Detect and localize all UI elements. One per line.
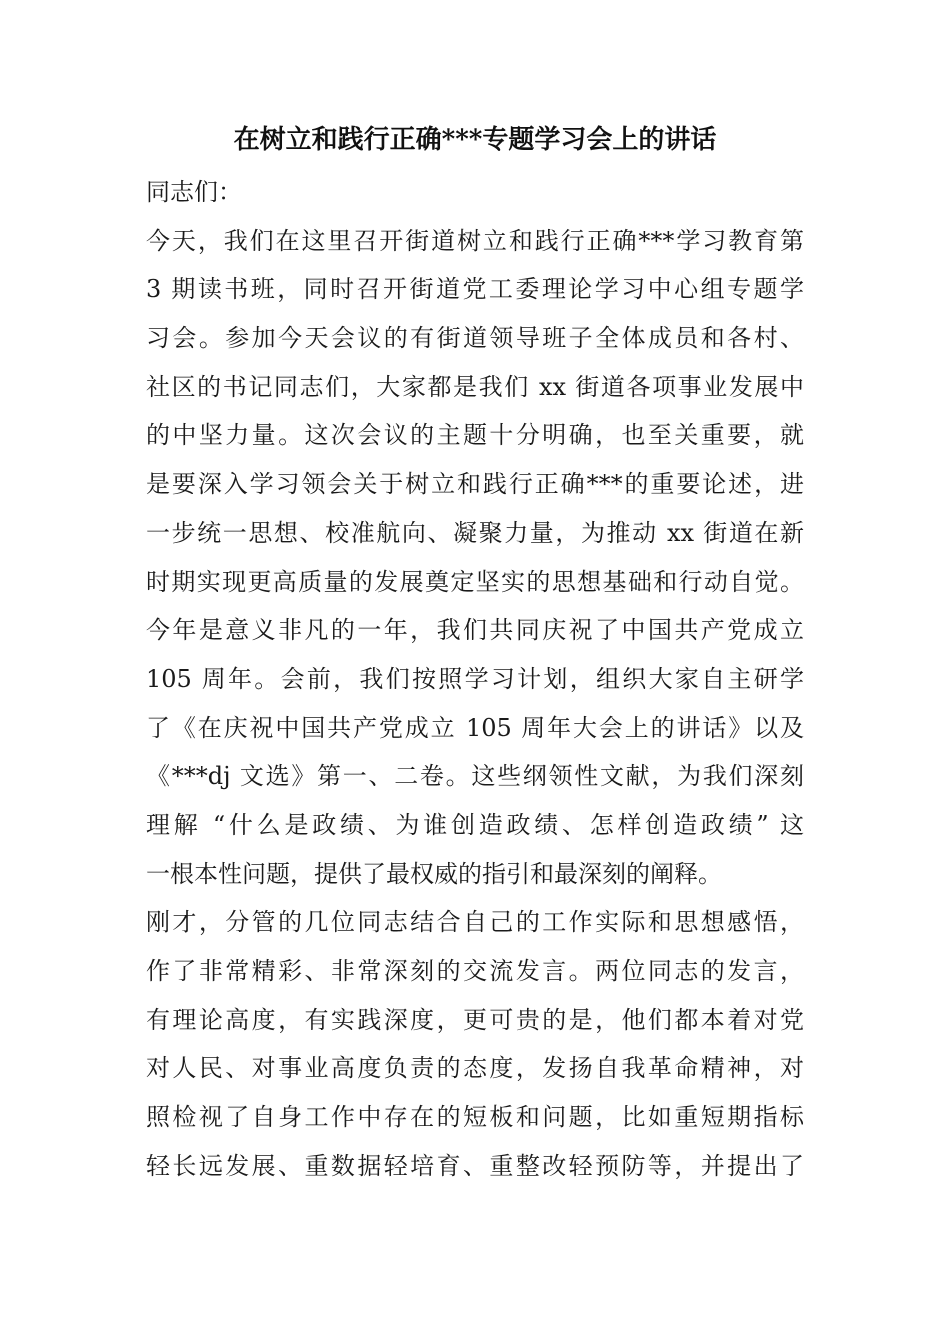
body-text-line: 105 周年。会前，我们按照学习计划，组织大家自主研学 — [146, 664, 804, 693]
body-text-line: 有理论高度，有实践深度，更可贵的是，他们都本着对党 — [146, 1005, 804, 1034]
body-text-line: 习会。参加今天会议的有街道领导班子全体成员和各村、 — [146, 324, 804, 353]
body-text-line: 刚才，分管的几位同志结合自己的工作实际和思想感悟， — [146, 908, 804, 937]
body-text-line: 照检视了自身工作中存在的短板和问题，比如重短期指标 — [146, 1103, 804, 1132]
body-text-line: 是要深入学习领会关于树立和践行正确***的重要论述，进 — [146, 470, 804, 499]
body-text-line: 理解 “什么是政绩、为谁创造政绩、怎样创造政绩” 这 — [146, 810, 804, 839]
document-body — [146, 168, 804, 1190]
body-text-line: 今天，我们在这里召开街道树立和践行正确***学习教育第 — [146, 226, 804, 255]
body-text-line: 一根本性问题，提供了最权威的指引和最深刻的阐释。 — [146, 859, 722, 888]
body-text-line: 轻长远发展、重数据轻培育、重整改轻预防等，并提出了 — [146, 1151, 804, 1180]
body-text-line: 时期实现更高质量的发展奠定坚实的思想基础和行动自觉。 — [146, 567, 804, 596]
body-text-line: 今年是意义非凡的一年，我们共同庆祝了中国共产党成立 — [146, 616, 804, 645]
body-text-line: 3 期读书班，同时召开街道党工委理论学习中心组专题学 — [146, 275, 804, 304]
body-text-line: 《***dj 文选》第一、二卷。这些纲领性文献，为我们深刻 — [146, 762, 804, 791]
body-text-line: 对人民、对事业高度负责的态度，发扬自我革命精神，对 — [146, 1054, 804, 1083]
body-text-line: 社区的书记同志们，大家都是我们 xx 街道各项事业发展中 — [146, 372, 804, 401]
body-text-line: 了《在庆祝中国共产党成立 105 周年大会上的讲话》以及 — [146, 713, 804, 742]
body-text-line: 一步统一思想、校准航向、凝聚力量，为推动 xx 街道在新 — [146, 518, 804, 547]
salutation-line: 同志们： — [146, 178, 242, 206]
body-text-line: 作了非常精彩、非常深刻的交流发言。两位同志的发言， — [146, 957, 804, 985]
document-title: 在树立和践行正确***专题学习会上的讲话 — [233, 125, 717, 155]
body-text-line: 的中坚力量。这次会议的主题十分明确，也至关重要，就 — [146, 421, 804, 450]
